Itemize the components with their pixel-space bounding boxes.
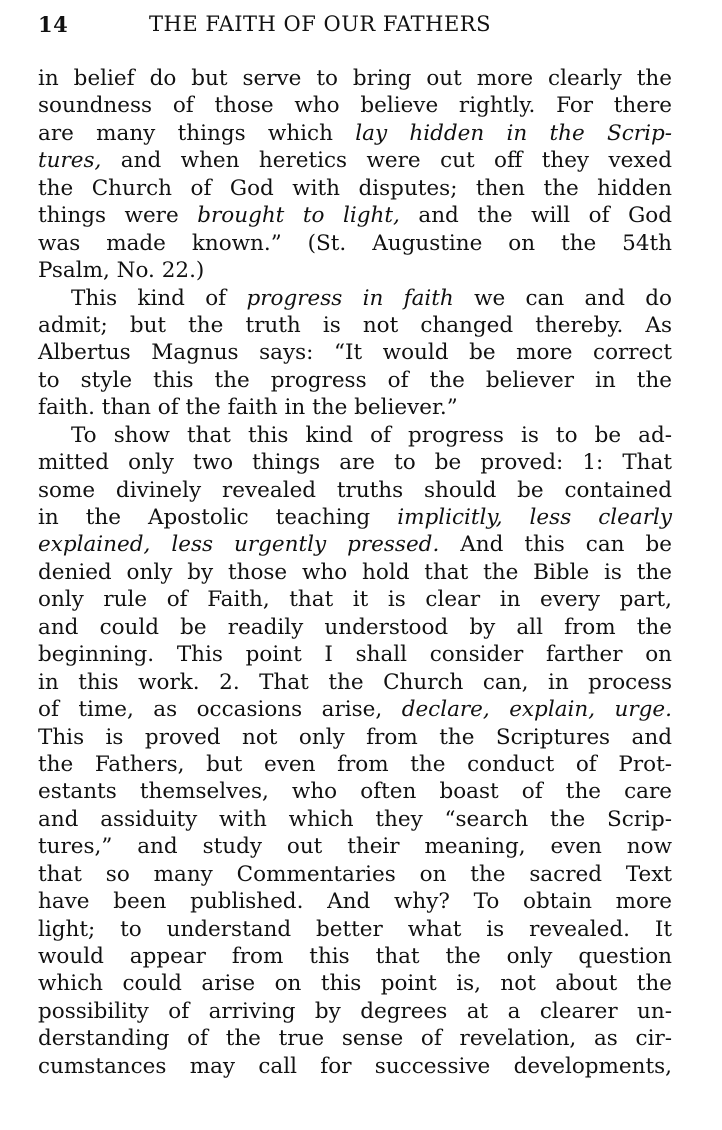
text-line xyxy=(38,614,672,641)
text-run: soundness of those who believe rightly. For there xyxy=(38,93,672,119)
text-line xyxy=(38,449,672,476)
text-line xyxy=(38,92,672,119)
text-line xyxy=(38,285,672,312)
text-line xyxy=(38,422,672,449)
text-run: are many things which xyxy=(38,120,356,146)
italic-phrase: brought to light, xyxy=(197,203,400,229)
text-run: mitted only two things are to be proved: 1: That xyxy=(38,450,672,476)
text-run: faith. than of the faith in the believer.” xyxy=(38,395,458,421)
text-run: estants themselves, who often boast of the care xyxy=(38,779,672,805)
text-line xyxy=(38,806,672,833)
text-line xyxy=(38,970,672,997)
text-line xyxy=(38,120,672,147)
text-line xyxy=(38,696,672,723)
body-text xyxy=(38,65,672,1080)
text-line xyxy=(38,147,672,174)
text-line xyxy=(38,312,672,339)
text-line xyxy=(38,669,672,696)
text-run: To show that this kind of progress is to be ad- xyxy=(71,422,672,448)
page-header xyxy=(38,8,678,38)
text-run: to style this the progress of the believer in the xyxy=(38,367,672,393)
italic-phrase: explained, less urgently pressed. xyxy=(38,532,440,558)
text-run: have been published. And why? To obtain more xyxy=(38,889,672,915)
text-run: in the Apostolic teaching xyxy=(38,505,398,530)
text-line xyxy=(38,531,672,558)
text-run: tures,” and study out their meaning, even now xyxy=(38,834,672,860)
text-line xyxy=(38,65,672,92)
text-run: the Church of God with disputes; then the hidden xyxy=(38,175,672,201)
page-number: 14 xyxy=(38,12,69,37)
text-line xyxy=(38,1053,672,1080)
text-line xyxy=(38,724,672,751)
text-run: beginning. This point I shall consider farther on xyxy=(38,642,672,668)
text-line xyxy=(38,833,672,860)
italic-phrase: declare, explain, urge. xyxy=(401,697,672,723)
text-run: This is proved not only from the Scriptures and xyxy=(38,724,672,750)
text-line xyxy=(38,230,672,257)
text-line xyxy=(38,394,672,421)
text-run: light; to understand better what is revealed. It xyxy=(38,916,672,942)
text-run: would appear from this that the only question xyxy=(38,944,672,969)
running-title: THE FAITH OF OUR FATHERS xyxy=(149,12,492,36)
text-run: denied only by those who hold that the Bible is the xyxy=(38,559,672,585)
text-run: in belief do but serve to bring out more clearly the xyxy=(38,66,672,91)
text-line xyxy=(38,504,672,531)
text-line xyxy=(38,257,672,284)
text-run: some divinely revealed truths should be contained xyxy=(38,477,672,503)
text-run: derstanding of the true sense of revelation, as cir- xyxy=(38,1026,672,1052)
text-run: that so many Commentaries on the sacred Text xyxy=(38,861,672,887)
text-line xyxy=(38,559,672,586)
text-line xyxy=(38,202,672,229)
italic-phrase: tures, xyxy=(38,148,102,174)
text-line xyxy=(38,641,672,668)
text-run: possibility of arriving by degrees at a clearer un- xyxy=(38,998,672,1024)
text-line xyxy=(38,751,672,778)
text-line xyxy=(38,916,672,943)
text-line xyxy=(38,586,672,613)
text-line xyxy=(38,888,672,915)
text-line xyxy=(38,175,672,202)
text-run: only rule of Faith, that it is clear in every part, xyxy=(38,587,672,613)
text-run: was made known.” (St. Augustine on the 54th xyxy=(38,230,672,256)
text-line xyxy=(38,861,672,888)
text-line xyxy=(38,367,672,394)
text-run: we can and do xyxy=(453,285,672,311)
italic-phrase: progress in faith xyxy=(246,285,454,311)
text-line xyxy=(38,998,672,1025)
text-line xyxy=(38,339,672,366)
text-run: things were xyxy=(38,203,198,229)
text-run: And this can be xyxy=(439,532,672,558)
text-run: and the will of God xyxy=(399,203,673,229)
text-line xyxy=(38,778,672,805)
text-run: of time, as occasions arise, xyxy=(38,697,402,723)
text-run: Albertus Magnus says: “It would be more correct xyxy=(38,340,672,366)
italic-phrase: implicitly, less clearly xyxy=(397,505,672,530)
text-line xyxy=(38,477,672,504)
text-run: and when heretics were cut off they vexed xyxy=(101,148,672,174)
text-run: which could arise on this point is, not about the xyxy=(38,971,672,997)
text-run: and could be readily understood by all from the xyxy=(38,614,672,640)
text-run: cumstances may call for successive developments, xyxy=(38,1053,672,1079)
text-run: in this work. 2. That the Church can, in process xyxy=(38,669,672,695)
text-run: the Fathers, but even from the conduct of Prot- xyxy=(38,751,672,777)
text-run: admit; but the truth is not changed thereby. As xyxy=(38,312,672,338)
text-line xyxy=(38,1025,672,1052)
italic-phrase: lay hidden in the Scrip- xyxy=(355,120,672,146)
text-run: and assiduity with which they “search the Scrip- xyxy=(38,806,672,832)
text-run: This kind of xyxy=(71,285,247,311)
text-run: Psalm, No. 22.) xyxy=(38,258,205,284)
text-line xyxy=(38,943,672,970)
